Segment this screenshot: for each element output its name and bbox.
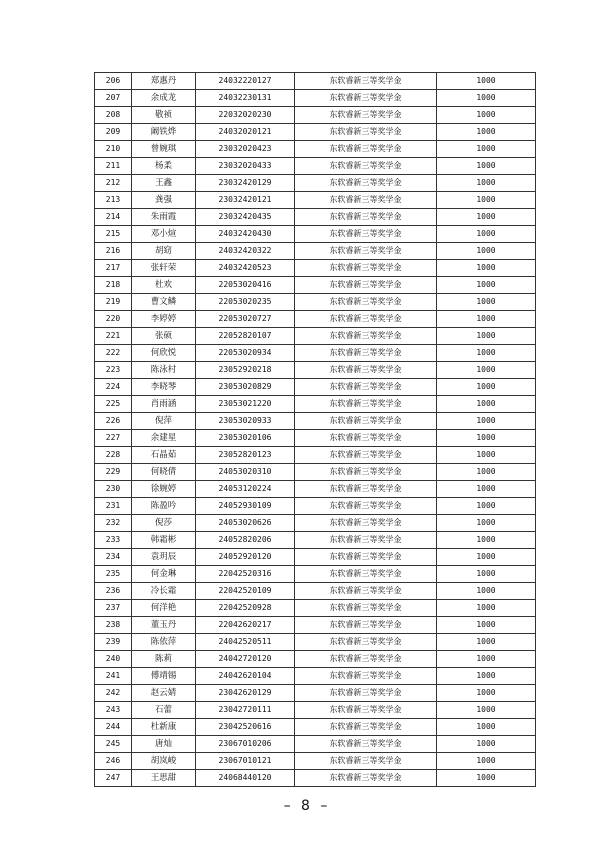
row-number-cell: 236: [95, 583, 132, 600]
student-name-cell: 张硕: [132, 328, 196, 345]
row-number-cell: 213: [95, 192, 132, 209]
student-id-cell: 23032420435: [196, 209, 295, 226]
table-row: [95, 430, 536, 447]
row-number-cell: 215: [95, 226, 132, 243]
student-name-cell: 倪莎: [132, 515, 196, 532]
student-name-cell: 杜欢: [132, 277, 196, 294]
row-number-cell: 247: [95, 770, 132, 787]
student-id-cell: 23032420129: [196, 175, 295, 192]
amount-cell: 1000: [437, 379, 536, 396]
student-name-cell: 何洋艳: [132, 600, 196, 617]
amount-cell: 1000: [437, 107, 536, 124]
student-name-cell: 余成龙: [132, 90, 196, 107]
row-number-cell: 225: [95, 396, 132, 413]
row-number-cell: 231: [95, 498, 132, 515]
table-row: [95, 447, 536, 464]
student-name-cell: 何金琳: [132, 566, 196, 583]
student-id-cell: 24052820206: [196, 532, 295, 549]
student-id-cell: 22052820107: [196, 328, 295, 345]
row-number-cell: 227: [95, 430, 132, 447]
table-row: [95, 736, 536, 753]
table-row: [95, 243, 536, 260]
student-id-cell: 22042520109: [196, 583, 295, 600]
row-number-cell: 209: [95, 124, 132, 141]
student-id-cell: 23053020933: [196, 413, 295, 430]
award-name-cell: 东软睿新三等奖学金: [295, 311, 437, 328]
row-number-cell: 216: [95, 243, 132, 260]
amount-cell: 1000: [437, 668, 536, 685]
student-id-cell: 24042720120: [196, 651, 295, 668]
row-number-cell: 211: [95, 158, 132, 175]
amount-cell: 1000: [437, 600, 536, 617]
table-row: [95, 226, 536, 243]
student-name-cell: 龚强: [132, 192, 196, 209]
award-name-cell: 东软睿新三等奖学金: [295, 192, 437, 209]
table-row: [95, 583, 536, 600]
row-number-cell: 245: [95, 736, 132, 753]
award-name-cell: 东软睿新三等奖学金: [295, 345, 437, 362]
amount-cell: 1000: [437, 260, 536, 277]
award-name-cell: 东软睿新三等奖学金: [295, 175, 437, 192]
student-name-cell: 王思甜: [132, 770, 196, 787]
student-id-cell: 24052920120: [196, 549, 295, 566]
amount-cell: 1000: [437, 277, 536, 294]
table-row: [95, 124, 536, 141]
row-number-cell: 217: [95, 260, 132, 277]
award-name-cell: 东软睿新三等奖学金: [295, 736, 437, 753]
row-number-cell: 210: [95, 141, 132, 158]
student-id-cell: 22032020230: [196, 107, 295, 124]
student-name-cell: 敬祯: [132, 107, 196, 124]
award-name-cell: 东软睿新三等奖学金: [295, 498, 437, 515]
amount-cell: 1000: [437, 617, 536, 634]
student-name-cell: 董玉丹: [132, 617, 196, 634]
award-name-cell: 东软睿新三等奖学金: [295, 702, 437, 719]
amount-cell: 1000: [437, 396, 536, 413]
student-name-cell: 李婷婷: [132, 311, 196, 328]
amount-cell: 1000: [437, 175, 536, 192]
amount-cell: 1000: [437, 634, 536, 651]
student-id-cell: 24053120224: [196, 481, 295, 498]
student-name-cell: 陈依萍: [132, 634, 196, 651]
amount-cell: 1000: [437, 413, 536, 430]
student-id-cell: 24032230131: [196, 90, 295, 107]
student-name-cell: 陈泳村: [132, 362, 196, 379]
amount-cell: 1000: [437, 294, 536, 311]
student-id-cell: 23042720111: [196, 702, 295, 719]
row-number-cell: 243: [95, 702, 132, 719]
student-id-cell: 23032020423: [196, 141, 295, 158]
table-row: [95, 668, 536, 685]
table-row: [95, 498, 536, 515]
row-number-cell: 208: [95, 107, 132, 124]
award-table: [94, 72, 536, 787]
table-row: [95, 277, 536, 294]
student-name-cell: 石蕾: [132, 702, 196, 719]
student-name-cell: 郑惠丹: [132, 73, 196, 90]
student-id-cell: 23053020829: [196, 379, 295, 396]
row-number-cell: 229: [95, 464, 132, 481]
table-row: [95, 328, 536, 345]
award-name-cell: 东软睿新三等奖学金: [295, 481, 437, 498]
student-id-cell: 24053020626: [196, 515, 295, 532]
student-name-cell: 张轩荣: [132, 260, 196, 277]
student-id-cell: 23067010206: [196, 736, 295, 753]
amount-cell: 1000: [437, 583, 536, 600]
student-id-cell: 23052920218: [196, 362, 295, 379]
amount-cell: 1000: [437, 549, 536, 566]
award-name-cell: 东软睿新三等奖学金: [295, 430, 437, 447]
table-row: [95, 107, 536, 124]
table-row: [95, 141, 536, 158]
student-name-cell: 阚铁烨: [132, 124, 196, 141]
table-row: [95, 362, 536, 379]
amount-cell: 1000: [437, 362, 536, 379]
student-name-cell: 何欣悦: [132, 345, 196, 362]
award-name-cell: 东软睿新三等奖学金: [295, 73, 437, 90]
table-row: [95, 311, 536, 328]
student-id-cell: 24042520511: [196, 634, 295, 651]
row-number-cell: 242: [95, 685, 132, 702]
row-number-cell: 230: [95, 481, 132, 498]
student-name-cell: 胡窈: [132, 243, 196, 260]
amount-cell: 1000: [437, 158, 536, 175]
row-number-cell: 238: [95, 617, 132, 634]
table-row: [95, 651, 536, 668]
amount-cell: 1000: [437, 243, 536, 260]
row-number-cell: 244: [95, 719, 132, 736]
award-name-cell: 东软睿新三等奖学金: [295, 362, 437, 379]
row-number-cell: 220: [95, 311, 132, 328]
student-name-cell: 胡岚峻: [132, 753, 196, 770]
amount-cell: 1000: [437, 685, 536, 702]
amount-cell: 1000: [437, 209, 536, 226]
student-id-cell: 23067010121: [196, 753, 295, 770]
award-name-cell: 东软睿新三等奖学金: [295, 447, 437, 464]
award-name-cell: 东软睿新三等奖学金: [295, 260, 437, 277]
table-row: [95, 634, 536, 651]
table-row: [95, 413, 536, 430]
award-name-cell: 东软睿新三等奖学金: [295, 379, 437, 396]
award-name-cell: 东软睿新三等奖学金: [295, 277, 437, 294]
row-number-cell: 223: [95, 362, 132, 379]
student-id-cell: 22042620217: [196, 617, 295, 634]
student-name-cell: 曹文鳞: [132, 294, 196, 311]
student-id-cell: 23042620129: [196, 685, 295, 702]
table-row: [95, 192, 536, 209]
student-id-cell: 24032420322: [196, 243, 295, 260]
award-name-cell: 东软睿新三等奖学金: [295, 583, 437, 600]
award-name-cell: 东软睿新三等奖学金: [295, 124, 437, 141]
amount-cell: 1000: [437, 770, 536, 787]
row-number-cell: 240: [95, 651, 132, 668]
amount-cell: 1000: [437, 141, 536, 158]
award-name-cell: 东软睿新三等奖学金: [295, 464, 437, 481]
row-number-cell: 218: [95, 277, 132, 294]
award-name-cell: 东软睿新三等奖学金: [295, 515, 437, 532]
award-name-cell: 东软睿新三等奖学金: [295, 651, 437, 668]
student-id-cell: 24032220127: [196, 73, 295, 90]
amount-cell: 1000: [437, 192, 536, 209]
table-row: [95, 719, 536, 736]
award-table-body: [95, 73, 536, 787]
table-row: [95, 600, 536, 617]
award-name-cell: 东软睿新三等奖学金: [295, 753, 437, 770]
table-row: [95, 617, 536, 634]
table-row: [95, 481, 536, 498]
student-name-cell: 陈莉: [132, 651, 196, 668]
row-number-cell: 246: [95, 753, 132, 770]
student-id-cell: 23052820123: [196, 447, 295, 464]
student-name-cell: 赵云婧: [132, 685, 196, 702]
row-number-cell: 212: [95, 175, 132, 192]
row-number-cell: 226: [95, 413, 132, 430]
amount-cell: 1000: [437, 736, 536, 753]
award-name-cell: 东软睿新三等奖学金: [295, 141, 437, 158]
student-name-cell: 邓小煊: [132, 226, 196, 243]
table-row: [95, 379, 536, 396]
amount-cell: 1000: [437, 328, 536, 345]
table-row: [95, 73, 536, 90]
table-row: [95, 464, 536, 481]
student-id-cell: 22053020416: [196, 277, 295, 294]
award-name-cell: 东软睿新三等奖学金: [295, 770, 437, 787]
student-id-cell: 24032420430: [196, 226, 295, 243]
amount-cell: 1000: [437, 515, 536, 532]
row-number-cell: 219: [95, 294, 132, 311]
student-name-cell: 杨柔: [132, 158, 196, 175]
table-row: [95, 515, 536, 532]
award-name-cell: 东软睿新三等奖学金: [295, 158, 437, 175]
student-name-cell: 李晓琴: [132, 379, 196, 396]
award-name-cell: 东软睿新三等奖学金: [295, 396, 437, 413]
page-number: – 8 –: [283, 798, 331, 814]
student-name-cell: 何晓倩: [132, 464, 196, 481]
student-name-cell: 傅靖锡: [132, 668, 196, 685]
student-id-cell: 24052930109: [196, 498, 295, 515]
student-id-cell: 23053020106: [196, 430, 295, 447]
award-name-cell: 东软睿新三等奖学金: [295, 243, 437, 260]
award-name-cell: 东软睿新三等奖学金: [295, 294, 437, 311]
row-number-cell: 222: [95, 345, 132, 362]
amount-cell: 1000: [437, 719, 536, 736]
award-name-cell: 东软睿新三等奖学金: [295, 719, 437, 736]
table-row: [95, 175, 536, 192]
amount-cell: 1000: [437, 651, 536, 668]
student-name-cell: 曾婉琪: [132, 141, 196, 158]
student-name-cell: 王鑫: [132, 175, 196, 192]
row-number-cell: 241: [95, 668, 132, 685]
student-name-cell: 袁玥辰: [132, 549, 196, 566]
table-row: [95, 566, 536, 583]
student-name-cell: 肖雨涵: [132, 396, 196, 413]
student-id-cell: 24068440120: [196, 770, 295, 787]
student-id-cell: 22042520316: [196, 566, 295, 583]
student-name-cell: 陈盈吟: [132, 498, 196, 515]
amount-cell: 1000: [437, 345, 536, 362]
amount-cell: 1000: [437, 481, 536, 498]
student-name-cell: 徐婉婷: [132, 481, 196, 498]
award-name-cell: 东软睿新三等奖学金: [295, 566, 437, 583]
student-id-cell: 22053020235: [196, 294, 295, 311]
table-row: [95, 702, 536, 719]
award-name-cell: 东软睿新三等奖学金: [295, 634, 437, 651]
row-number-cell: 239: [95, 634, 132, 651]
amount-cell: 1000: [437, 532, 536, 549]
amount-cell: 1000: [437, 430, 536, 447]
table-row: [95, 158, 536, 175]
row-number-cell: 233: [95, 532, 132, 549]
student-name-cell: 韩霜彬: [132, 532, 196, 549]
row-number-cell: 207: [95, 90, 132, 107]
amount-cell: 1000: [437, 702, 536, 719]
student-id-cell: 23053021220: [196, 396, 295, 413]
student-name-cell: 倪萍: [132, 413, 196, 430]
award-name-cell: 东软睿新三等奖学金: [295, 549, 437, 566]
amount-cell: 1000: [437, 73, 536, 90]
award-name-cell: 东软睿新三等奖学金: [295, 90, 437, 107]
table-row: [95, 770, 536, 787]
amount-cell: 1000: [437, 464, 536, 481]
amount-cell: 1000: [437, 447, 536, 464]
row-number-cell: 237: [95, 600, 132, 617]
student-name-cell: 石晶茹: [132, 447, 196, 464]
award-name-cell: 东软睿新三等奖学金: [295, 532, 437, 549]
student-id-cell: 23042520616: [196, 719, 295, 736]
student-id-cell: 24032020121: [196, 124, 295, 141]
award-name-cell: 东软睿新三等奖学金: [295, 617, 437, 634]
award-name-cell: 东软睿新三等奖学金: [295, 413, 437, 430]
student-name-cell: 杜新康: [132, 719, 196, 736]
award-name-cell: 东软睿新三等奖学金: [295, 226, 437, 243]
table-row: [95, 549, 536, 566]
student-id-cell: 22053020934: [196, 345, 295, 362]
award-name-cell: 东软睿新三等奖学金: [295, 107, 437, 124]
amount-cell: 1000: [437, 498, 536, 515]
row-number-cell: 221: [95, 328, 132, 345]
amount-cell: 1000: [437, 124, 536, 141]
amount-cell: 1000: [437, 90, 536, 107]
row-number-cell: 234: [95, 549, 132, 566]
student-id-cell: 22042520928: [196, 600, 295, 617]
student-name-cell: 冷长霜: [132, 583, 196, 600]
table-row: [95, 685, 536, 702]
table-row: [95, 532, 536, 549]
table-row: [95, 294, 536, 311]
table-row: [95, 260, 536, 277]
student-id-cell: 23032020433: [196, 158, 295, 175]
row-number-cell: 232: [95, 515, 132, 532]
amount-cell: 1000: [437, 753, 536, 770]
row-number-cell: 206: [95, 73, 132, 90]
amount-cell: 1000: [437, 311, 536, 328]
amount-cell: 1000: [437, 566, 536, 583]
student-id-cell: 24042620104: [196, 668, 295, 685]
award-name-cell: 东软睿新三等奖学金: [295, 209, 437, 226]
student-id-cell: 22053020727: [196, 311, 295, 328]
table-row: [95, 209, 536, 226]
student-name-cell: 余建星: [132, 430, 196, 447]
student-id-cell: 24032420523: [196, 260, 295, 277]
award-name-cell: 东软睿新三等奖学金: [295, 328, 437, 345]
row-number-cell: 224: [95, 379, 132, 396]
award-name-cell: 东软睿新三等奖学金: [295, 685, 437, 702]
table-row: [95, 345, 536, 362]
award-name-cell: 东软睿新三等奖学金: [295, 668, 437, 685]
amount-cell: 1000: [437, 226, 536, 243]
table-row: [95, 90, 536, 107]
student-id-cell: 24053020310: [196, 464, 295, 481]
table-row: [95, 753, 536, 770]
student-name-cell: 唐灿: [132, 736, 196, 753]
row-number-cell: 228: [95, 447, 132, 464]
award-name-cell: 东软睿新三等奖学金: [295, 600, 437, 617]
student-id-cell: 23032420121: [196, 192, 295, 209]
row-number-cell: 214: [95, 209, 132, 226]
student-name-cell: 朱雨霞: [132, 209, 196, 226]
table-row: [95, 396, 536, 413]
row-number-cell: 235: [95, 566, 132, 583]
